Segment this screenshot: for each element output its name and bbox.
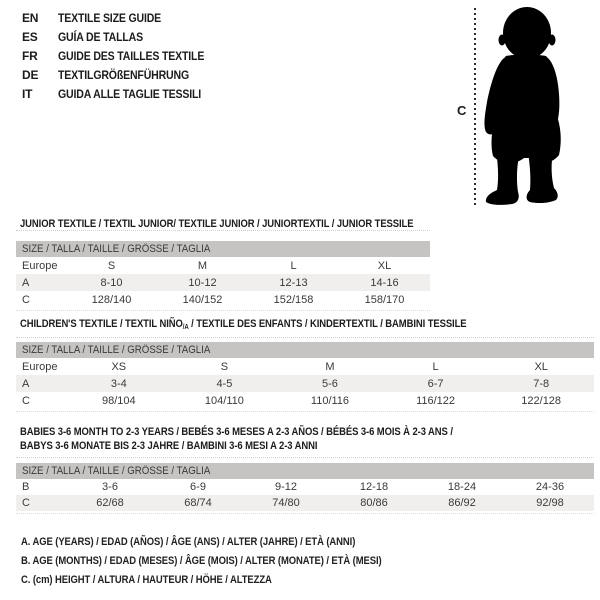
row-label: C <box>22 497 30 509</box>
children-title-prefix: CHILDREN'S TEXTILE / TEXTIL NIÑO <box>20 318 183 330</box>
language-title: GUIDA ALLE TAGLIE TESSILI <box>58 87 202 101</box>
age-cell: 7-8 <box>533 377 550 390</box>
babies-title-line2: BABYS 3-6 MONATE BIS 2-3 JAHRE / BAMBINI 3-6 MESI A 2-3 ANNI <box>20 440 318 452</box>
language-code: ES <box>22 30 38 44</box>
language-title: TEXTILE SIZE GUIDE <box>58 11 162 25</box>
junior-size-table <box>16 230 430 311</box>
size-cell: M <box>325 360 335 373</box>
row-label: C <box>22 293 30 306</box>
legend-line-c: C. (cm) HEIGHT / ALTURA / HAUTEUR / HÖHE / ALTEZZA <box>21 574 272 586</box>
months-cell: 24-36 <box>535 481 565 493</box>
language-row <box>22 9 224 28</box>
legend-line-a: A. AGE (YEARS) / EDAD (AÑOS) / ÂGE (ANS) / ALTER (JAHRE) / ETÀ (ANNI) <box>21 536 356 548</box>
height-marker-label: C <box>457 103 467 118</box>
size-header-bar <box>16 342 594 358</box>
size-header-label: SIZE / TALLA / TAILLE / GRÖSSE / TAGLIA <box>22 344 211 356</box>
size-header-label: SIZE / TALLA / TAILLE / GRÖSSE / TAGLIA <box>22 243 211 255</box>
height-cell: 140/152 <box>182 293 223 306</box>
language-code: DE <box>22 68 39 82</box>
height-cell: 104/110 <box>204 394 244 407</box>
size-cell: XS <box>111 360 127 373</box>
language-code: IT <box>22 87 33 101</box>
months-cell: 18-24 <box>447 481 477 493</box>
children-title-subscript: /A <box>182 324 189 331</box>
size-header-label: SIZE / TALLA / TAILLE / GRÖSSE / TAGLIA <box>22 465 211 477</box>
size-cell: S <box>220 360 229 373</box>
height-cell: 110/116 <box>310 394 350 407</box>
table-row-age <box>16 375 594 392</box>
children-title-suffix: / TEXTILE DES ENFANTS / KINDERTEXTIL / BAMBINI TESSILE <box>188 318 467 330</box>
table-row-age <box>16 274 430 291</box>
table-row-europe <box>16 257 430 274</box>
language-row <box>22 85 224 104</box>
height-cell: 116/122 <box>416 394 456 407</box>
language-code: EN <box>22 11 39 25</box>
row-label: Europe <box>22 259 58 272</box>
language-title: GUÍA DE TALLAS <box>58 30 143 44</box>
language-title: TEXTILGRÖßENFÜHRUNG <box>58 68 190 82</box>
months-cell: 9-12 <box>274 481 298 493</box>
size-header-bar <box>16 463 594 479</box>
height-cell: 74/80 <box>272 497 300 509</box>
height-cell: 62/68 <box>96 497 124 509</box>
age-cell: 4-5 <box>216 377 233 390</box>
language-row <box>22 47 224 66</box>
table-bottom-rule <box>16 310 430 311</box>
children-size-table <box>16 337 594 412</box>
children-table-title <box>20 317 467 335</box>
legend <box>21 533 440 590</box>
age-cell: 3-4 <box>110 377 127 390</box>
age-cell: 8-10 <box>100 276 123 289</box>
babies-size-table <box>16 457 594 514</box>
table-row-height <box>16 495 594 511</box>
height-cell: 128/140 <box>91 293 132 306</box>
months-cell: 3-6 <box>102 481 118 493</box>
row-label: A <box>22 377 30 390</box>
language-title: GUIDE DES TAILLES TEXTILE <box>58 49 205 63</box>
table-top-rule <box>16 457 594 458</box>
size-cell: L <box>432 360 439 373</box>
language-title-list <box>22 9 224 104</box>
babies-table-title <box>20 425 453 453</box>
age-cell: 10-12 <box>188 276 217 289</box>
size-cell: L <box>290 259 297 272</box>
legend-line-b: B. AGE (MONTHS) / EDAD (MESES) / ÂGE (MOIS) / ALTER (MONATE) / ETÀ (MESI) <box>21 555 382 567</box>
language-row <box>22 66 224 85</box>
size-cell: XL <box>534 360 548 373</box>
row-label: Europe <box>22 360 58 373</box>
size-cell: S <box>107 259 116 272</box>
language-code: FR <box>22 49 38 63</box>
babies-title-line1: BABIES 3-6 MONTH TO 2-3 YEARS / BEBÉS 3-6 MESES A 2-3 AÑOS / BÉBÉS 3-6 MOIS À 2-3 ANS / <box>20 426 453 438</box>
row-label: C <box>22 394 30 407</box>
height-cell: 68/74 <box>184 497 212 509</box>
table-row-europe <box>16 358 594 375</box>
age-cell: 14-16 <box>370 276 399 289</box>
row-label: B <box>22 481 30 493</box>
size-cell: M <box>197 259 208 272</box>
months-cell: 6-9 <box>190 481 206 493</box>
junior-table-title: JUNIOR TEXTILE / TEXTIL JUNIOR/ TEXTILE JUNIOR / JUNIORTEXTIL / JUNIOR TESSILE <box>20 218 414 230</box>
baby-height-figure <box>440 0 590 212</box>
size-header-bar <box>16 241 430 257</box>
language-row <box>22 28 224 47</box>
age-cell: 5-6 <box>322 377 338 390</box>
table-bottom-rule <box>16 411 594 412</box>
size-cell: XL <box>377 259 392 272</box>
table-top-rule <box>16 230 430 231</box>
height-cell: 152/158 <box>273 293 314 306</box>
table-row-height <box>16 291 430 308</box>
table-top-rule <box>16 337 594 338</box>
height-cell: 86/92 <box>448 497 476 509</box>
height-cell: 98/104 <box>101 394 136 407</box>
table-bottom-rule <box>16 513 594 514</box>
height-cell: 122/128 <box>521 394 562 407</box>
age-cell: 6-7 <box>427 377 444 390</box>
months-cell: 12-18 <box>359 481 389 493</box>
table-row-months <box>16 479 594 495</box>
age-cell: 12-13 <box>279 276 308 289</box>
height-cell: 158/170 <box>364 293 405 306</box>
table-row-height <box>16 392 594 409</box>
height-cell: 80/86 <box>360 497 388 509</box>
baby-silhouette-icon <box>440 0 580 212</box>
height-cell: 92/98 <box>536 497 564 509</box>
row-label: A <box>22 276 30 289</box>
